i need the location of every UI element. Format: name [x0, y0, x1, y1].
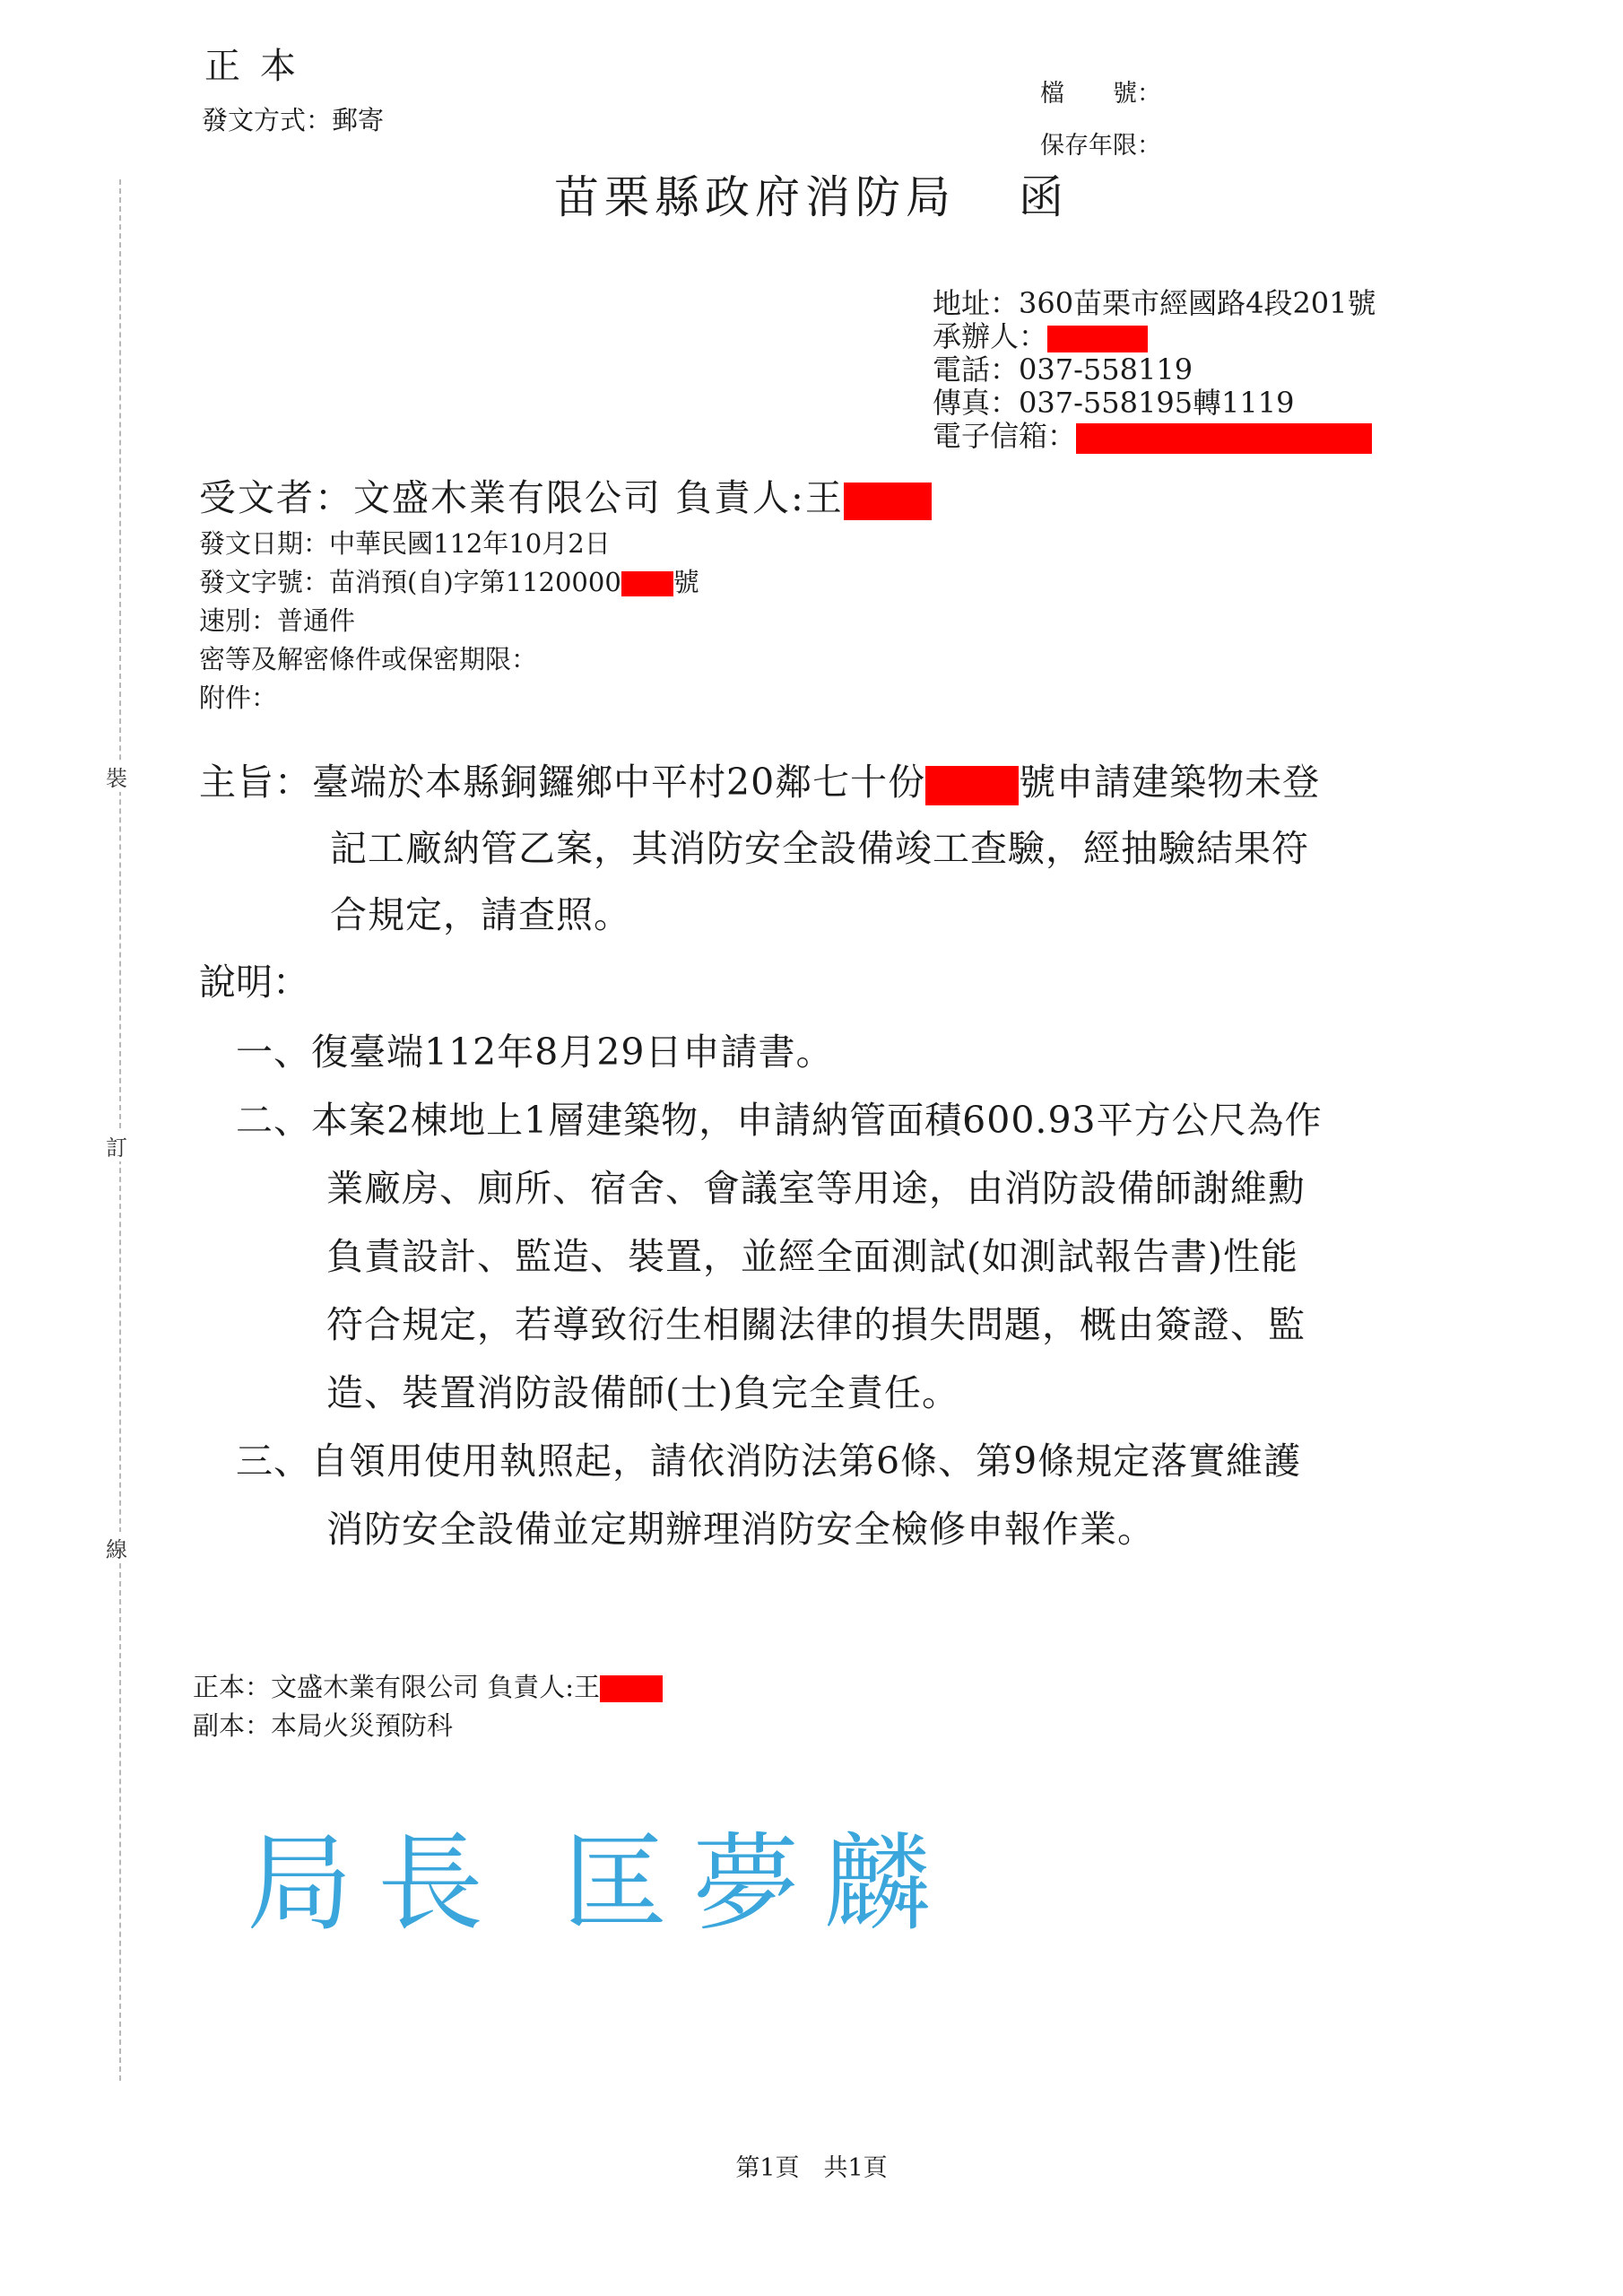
- email-line: [933, 420, 1376, 454]
- handler-label: 承辦人：: [933, 319, 1048, 353]
- speed-class: 速別：普通件: [199, 605, 356, 636]
- item-3-line-1: 三、自領用使用執照起，請依消防法第6條、第9條規定落實維護: [236, 1439, 1302, 1483]
- page-number: 第1頁 共1頁: [735, 2154, 888, 2182]
- document-meta: [199, 525, 699, 718]
- subject-section: [199, 749, 1320, 948]
- agency-name: 苗栗縣政府消防局: [554, 171, 956, 223]
- item-1: 一、復臺端112年8月29日申請書。: [236, 1031, 834, 1074]
- recipient-text: 受文者：文盛木業有限公司 負責人:王: [199, 476, 844, 519]
- file-number-label: 檔 號：: [1040, 80, 1161, 108]
- director-signature: [247, 1798, 955, 1951]
- email-label: 電子信箱：: [933, 419, 1077, 453]
- redaction-cc-name: [600, 1675, 663, 1702]
- explanation-heading: 說明：: [199, 961, 309, 1004]
- retention-period-label: 保存年限：: [1040, 132, 1161, 160]
- item-2-line-5: 造、裝置消防設備師(士)負完全責任。: [326, 1371, 959, 1414]
- attachment: 附件：: [199, 683, 278, 713]
- redaction-email: [1076, 423, 1372, 454]
- recipient-line: [199, 468, 932, 521]
- copy-label: 正本: [204, 46, 316, 87]
- reference-suffix: 號: [673, 567, 699, 597]
- carbon-copy-line: 副本：本局火災預防科: [193, 1710, 454, 1741]
- redaction-address-number: [925, 766, 1019, 805]
- contact-block: [933, 287, 1376, 454]
- signature-title: 局長: [247, 1822, 509, 1945]
- distribution-list: [193, 1668, 663, 1745]
- issue-date: 發文日期：中華民國112年10月2日: [199, 528, 611, 559]
- item-3-line-2: 消防安全設備並定期辦理消防安全檢修申報作業。: [326, 1508, 1155, 1551]
- handler-line: [933, 320, 1376, 353]
- explanation-items: [236, 1018, 1323, 1563]
- phone: 電話：037-558119: [933, 352, 1193, 387]
- binding-char-zhuang: 裝: [106, 761, 127, 792]
- subject-line-2: 記工廠納管乙案，其消防安全設備竣工查驗，經抽驗結果符: [330, 827, 1309, 870]
- original-copy-line: 正本：文盛木業有限公司 負責人:王: [193, 1668, 663, 1707]
- subject-line-3: 合規定，請查照。: [330, 893, 631, 936]
- binding-char-ding: 訂: [106, 1130, 127, 1161]
- signature-name: 匡夢麟: [562, 1822, 956, 1945]
- item-2-line-3: 負責設計、監造、裝置，並經全面測試(如測試報告書)性能: [326, 1235, 1298, 1278]
- binding-char-xian: 線: [106, 1532, 127, 1563]
- fax: 傳真：037-558195轉1119: [933, 386, 1295, 420]
- item-2-line-1: 二、本案2棟地上1層建築物，申請納管面積600.93平方公尺為作: [236, 1099, 1323, 1142]
- reference-prefix: 發文字號：苗消預(自)字第1120000: [199, 567, 621, 597]
- redaction-reference: [621, 571, 673, 596]
- subject-line-1: 主旨：臺端於本縣銅鑼鄉中平村20鄰七十份 號申請建築物未登: [199, 761, 1321, 804]
- document-title: [0, 161, 1623, 226]
- secrecy-level: 密等及解密條件或保密期限：: [199, 644, 538, 674]
- redaction-handler: [1047, 326, 1148, 352]
- address: 地址：360苗栗市經國路4段201號: [933, 286, 1376, 320]
- redaction-recipient-name: [844, 483, 932, 520]
- document-type: 函: [1019, 171, 1069, 223]
- send-method: 發文方式：郵寄: [202, 105, 385, 135]
- reference-number: [199, 563, 699, 602]
- item-2-line-2: 業廠房、廁所、宿舍、會議室等用途，由消防設備師謝維勳: [326, 1167, 1306, 1210]
- item-2-line-4: 符合規定，若導致衍生相關法律的損失問題，概由簽證、監: [326, 1303, 1306, 1346]
